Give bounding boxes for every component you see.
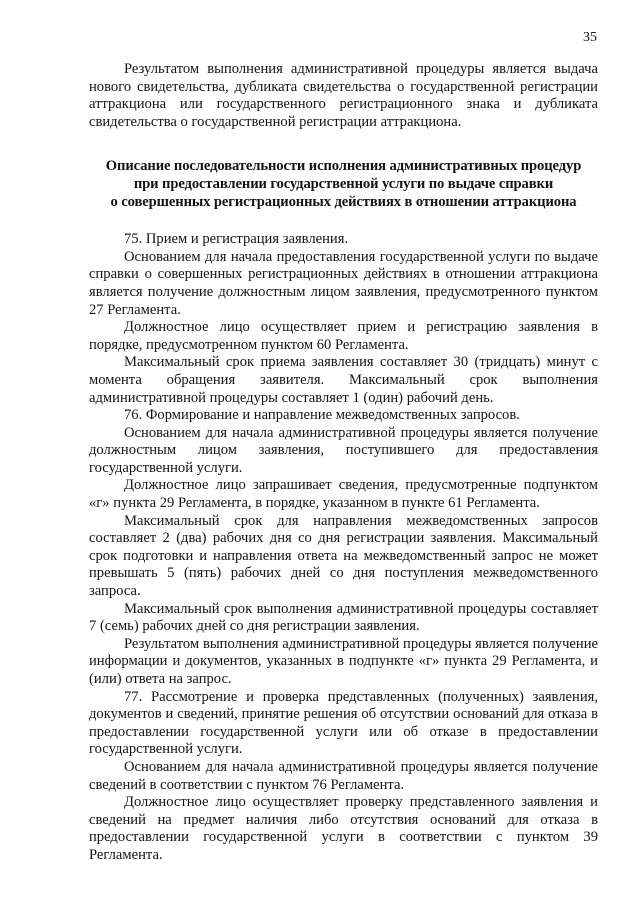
paragraph-75-deadline: Максимальный срок приема заявления составляет 30 (тридцать) минут с момента обращения заявителя. Максимальный срок выполнения административной процедуры составляет 1 (один) рабочий день. bbox=[89, 354, 598, 406]
paragraph-76-result: Результатом выполнения административной процедуры является получение информации и документов, указанных в подпункте «г» пункта 29 Регламента, и (или) ответа на запрос. bbox=[89, 635, 598, 687]
paragraph-75-title: 75. Прием и регистрация заявления. bbox=[124, 231, 349, 248]
section-heading bbox=[89, 158, 598, 211]
paragraph-76-request-deadline: Максимальный срок для направления межведомственных запросов составляет 2 (два) рабочих дня со дня регистрации заявления. Максимальный срок подготовки и направления ответа на межведомственный запрос не может превышать 5 (пять) рабочих дней со дня поступления межведомственного запроса. bbox=[89, 512, 598, 600]
paragraph-77-title: 77. Рассмотрение и проверка представленных (полученных) заявления, документов и сведений, принятие решения об отсутствии оснований для отказа в предоставлении государственной услуги или об отказе в предоставлении государственной услуги. bbox=[89, 688, 598, 758]
paragraph-75-official: Должностное лицо осуществляет прием и регистрацию заявления в порядке, предусмотренном пунктом 60 Регламента. bbox=[89, 319, 598, 353]
paragraph-75-basis: Основанием для начала предоставления государственной услуги по выдаче справки о совершенных регистрационных действиях в отношении аттракциона является получение должностным лицом заявления, предусмотренного пунктом 27 Регламента. bbox=[89, 248, 598, 318]
section-heading-line-2: при предоставлении государственной услуги по выдаче справки bbox=[133, 175, 554, 192]
document-body bbox=[89, 61, 598, 865]
paragraph-76-title: 76. Формирование и направление межведомственных запросов. bbox=[124, 407, 520, 424]
section-heading-line-1: Описание последовательности исполнения административных процедур bbox=[105, 158, 582, 175]
paragraph-result-summary: Результатом выполнения административной процедуры является выдача нового свидетельства, дубликата свидетельства о государственной регистрации аттракциона или государственного регистрационного знака и дубликата свидетельства о государственной регистрации аттракциона. bbox=[89, 61, 598, 130]
page-number: 35 bbox=[583, 30, 597, 45]
section-heading-line-3: о совершенных регистрационных действиях в отношении аттракциона bbox=[110, 193, 577, 210]
paragraph-76-basis: Основанием для начала административной процедуры является получение должностным лицом заявления, поступившего для предоставления государственной услуги. bbox=[89, 424, 598, 476]
paragraph-77-basis: Основанием для начала административной процедуры является получение сведений в соответствии с пунктом 76 Регламента. bbox=[89, 758, 598, 793]
paragraph-76-official: Должностное лицо запрашивает сведения, предусмотренные подпунктом «г» пункта 29 Регламента, в порядке, указанном в пункте 61 Регламента. bbox=[89, 477, 598, 512]
paragraph-76-deadline: Максимальный срок выполнения административной процедуры составляет 7 (семь) рабочих дней со дня регистрации заявления. bbox=[89, 600, 598, 635]
paragraph-77-official: Должностное лицо осуществляет проверку представленного заявления и сведений на предмет наличия либо отсутствия оснований для отказа в предоставлении государственной услуги в соответствии с пунктом 39 Регламента. bbox=[89, 794, 598, 863]
